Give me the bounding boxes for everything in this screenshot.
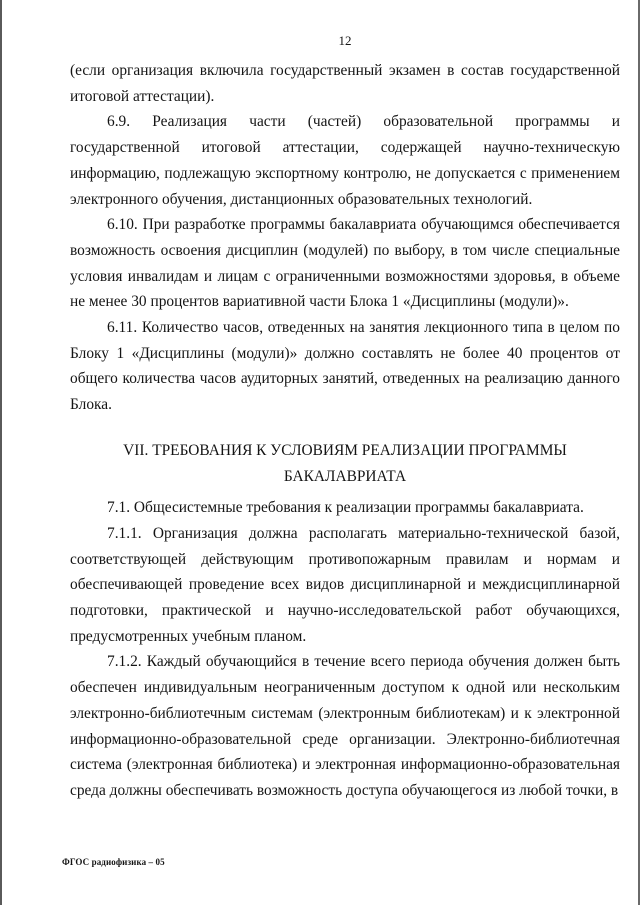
paragraph-7-1-2: 7.1.2. Каждый обучающийся в течение всего периода обучения должен быть обеспечен индивидуальным неограниченным доступом к одной или нескольким электронно-библиотечным системам (электронным библиотекам) и к электронной информационно-образовательной среде организации. Электронно-библиотечная система (электронная библиотека) и электронная информационно-образовательная среда должны обеспечивать возможность доступа обучающегося из любой точки, в	[70, 653, 620, 799]
footer-label: ФГОС радиофизика – 05	[62, 857, 165, 867]
paragraph-6-11: 6.11. Количество часов, отведенных на занятия лекционного типа в целом по Блоку 1 «Дисциплины (модули)» должно составлять не более 40 процентов от общего количества часов аудиторных занятий, отведенных на реализацию данного Блока.	[70, 319, 620, 414]
page-number: 12	[338, 33, 352, 48]
section-heading-line-2: БАКАЛАВРИАТА	[283, 467, 407, 485]
paragraph-7-1: 7.1. Общесистемные требования к реализации программы бакалавриата.	[107, 499, 584, 517]
section-heading-line-1: VII. ТРЕБОВАНИЯ К УСЛОВИЯМ РЕАЛИЗАЦИИ ПРОГРАММЫ	[123, 441, 567, 459]
paragraph-7-1-1: 7.1.1. Организация должна располагать материально-технической базой, соответствующей действующим противопожарным правилам и нормам и обеспечивающей проведение всех видов дисциплинарной и междисциплинарной подготовки, практической и научно-исследовательской работ обучающихся, предусмотренных учебным планом.	[70, 524, 620, 645]
paragraph-continuation: (если организация включила государственный экзамен в состав государственной итоговой аттестации).	[70, 62, 620, 105]
document-body	[70, 58, 620, 804]
paragraph-6-10: 6.10. При разработке программы бакалавриата обучающимся обеспечивается возможность освоения дисциплин (модулей) по выбору, в том числе специальные условия инвалидам и лицам с ограниченными возможностями здоровья, в объеме не менее 30 процентов вариативной части Блока 1 «Дисциплины (модули)».	[70, 216, 620, 311]
paragraph-6-9: 6.9. Реализация части (частей) образовательной программы и государственной итоговой аттестации, содержащей научно-техническую информацию, подлежащую экспортному контролю, не допускается с применением электронного обучения, дистанционных образовательных технологий.	[70, 113, 620, 208]
section-heading	[70, 438, 620, 489]
scan-edge-left	[0, 0, 2, 905]
